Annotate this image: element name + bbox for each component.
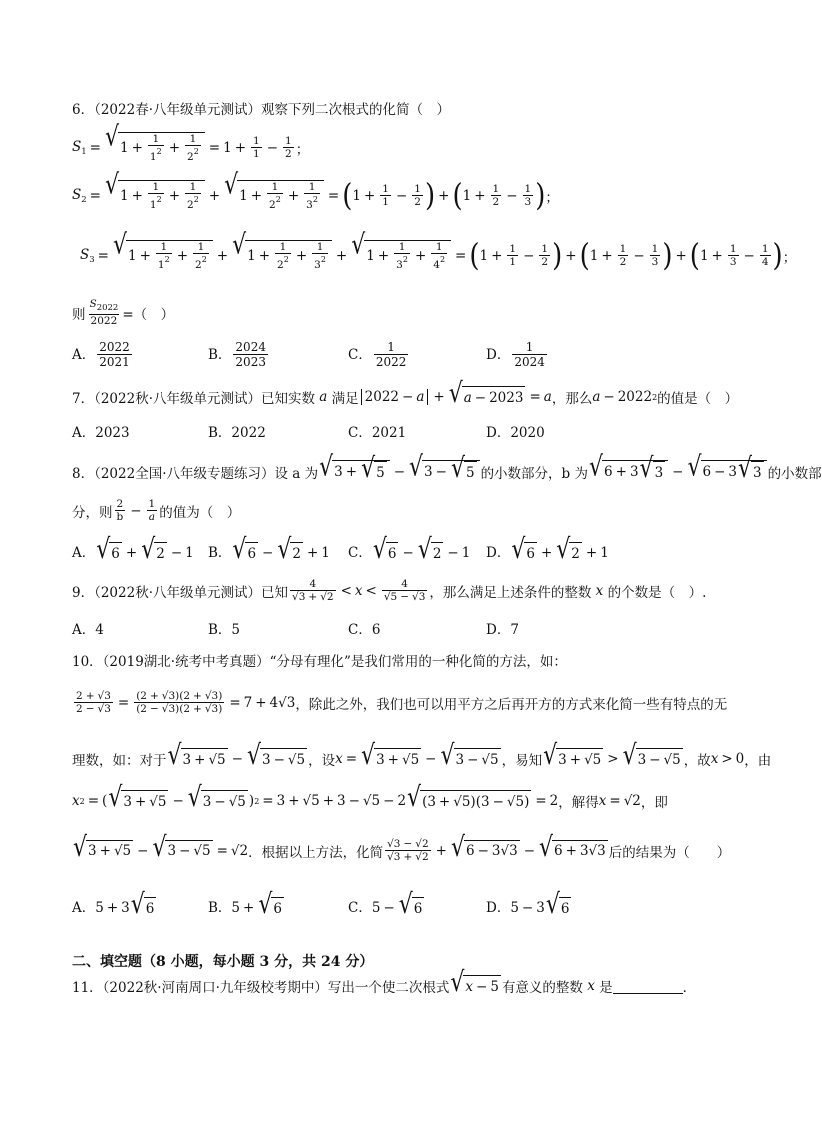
q7-option-d[interactable]: D．2020 [486, 425, 545, 441]
q8-option-a[interactable]: A． √ 6 + √ 2 − 1 [72, 534, 194, 566]
q10-option-d[interactable]: D． 5 − 3 √ 6 [486, 889, 570, 921]
q6-option-d[interactable]: D． $\frac{1}{2024}$ [486, 340, 545, 369]
section-title-fill-in: 二、填空题（8 小题，每小题 3 分，共 24 分） [72, 954, 374, 970]
q6-option-b[interactable]: B． $\frac{2024}{2023}$ [208, 340, 266, 369]
q9-stem: 9．（2022秋·八年级单元测试）已知 $\frac{4}{√3 + √2}$ < x < $\frac{4}{√5 - √3}$ ，那么满足上述条件的整数 x 的个数是（ ）. [72, 578, 707, 603]
q10-line3: 理数，如：对于 √ 3 + √5 − √ 3 − √5 ，设 x = √ 3 + √5 − √ 3 − √5 ，易知 √ 3 + √5 > √ 3 − √5 ，故 x > 0 ，由 [72, 740, 772, 772]
q10-line5: √ 3 + √5 − √ 3 − √5 = √2 ．根据以上方法，化简 $\frac{√3 - √2}{√3 + √2}$ + √ 6 − 3√3 − √ 6 + 3√3 后的结果为（ ） [73, 831, 731, 863]
q10-option-a[interactable]: A． 5 + 3 √ 6 [72, 889, 155, 921]
q10-stem: 10．（2019湖北·统考中考真题）“分母有理化”是我们常用的一种化简的方法，如： [72, 654, 567, 670]
q11-stem: 11．（2022秋·河南周口·九年级校考期中）写出一个使二次根式 √ x − 5 有意义的整数 x 是 ． [72, 967, 697, 999]
q8-option-c[interactable]: C． √ 6 − √ 2 − 1 [348, 534, 471, 566]
q9-option-c[interactable]: C．6 [348, 622, 381, 638]
q8-stem-line2: 分，则 $\frac{2}{b}$ − $\frac{1}{a}$ 的值为（ ） [72, 498, 241, 523]
q6-s3: $S_3$ = √ 1 + $\frac{1}{1^2}$ + $\frac{1}{2^2}$ + √ 1 + $\frac{1}{2^2}$ + $\frac{1}{3^2}$ + √ 1 + $\frac{1}{3^2}$ + $\frac{1}{4^2}$ = ( 1 + $\frac{1}{1}$ − $\frac{1}{2}$ ) + ( 1 + $\frac{1}{2}$ − $\frac{1}{3}$ ) + ( 1 + $\frac{1}{3}$ − $\frac{1}{4}$ ) ； [80, 229, 797, 274]
q8-option-b[interactable]: B． √ 6 − √ 2 + 1 [208, 534, 330, 566]
q6-s2: $S_2$ = √ 1 + $\frac{1}{1^2}$ + $\frac{1}{2^2}$ + √ 1 + $\frac{1}{2^2}$ + $\frac{1}{3^2}$ = ( 1 + $\frac{1}{1}$ − $\frac{1}{2}$ ) + ( 1 + $\frac{1}{2}$ − $\frac{1}{3}$ ) ； [72, 169, 559, 214]
q6-s1: $S_1$ = √ 1 + $\frac{1}{1^2}$ + $\frac{1}{2^2}$ = 1 + $\frac{1}{1}$ − $\frac{1}{2}$ ； [72, 121, 310, 163]
q9-option-d[interactable]: D．7 [486, 622, 519, 638]
q10-line2: $\frac{2 + √3}{2 - √3}$ = $\frac{(2 + √3)(2 + √3)}{(2 - √3)(2 + √3)}$ = 7 + 4√3 ，除此之外，我们也可以用平方之后再开方的方式来化简一些有特点的无 [76, 690, 728, 715]
q6-then: 则 $\frac{S_{2022}}{2022}$ =（ ） [72, 298, 175, 327]
q8-option-d[interactable]: D． √ 6 + √ 2 + 1 [486, 534, 609, 566]
q7-stem: 7．（2022秋·八年级单元测试）已知实数 a 满足 2022 − a + √ a − 2023 = a ，那么 a − 2022 2 的值是（ ） [72, 378, 739, 410]
q8-stem-line1: 8．（2022全国·八年级专题练习）设 a 为 √ 3 + √ 5 − √ 3 − √ 5 的小数部分，b 为 √ 6 + 3 √ 3 − √ 6 − 3 √ 3 的小数部 [72, 451, 822, 485]
q7-option-a[interactable]: A．2023 [72, 425, 130, 441]
q11-answer-blank[interactable] [613, 979, 683, 994]
q10-line4: x 2 = ( √ 3 + √5 − √ 3 − √5 ) 2 = 3 + √5 + 3 − √5 − 2 √ (3 + √5)(3 − √5) = 2 ，解得 x = √2 ，即 [72, 782, 668, 814]
q7-option-c[interactable]: C．2021 [348, 425, 407, 441]
q10-option-c[interactable]: C． 5 − √ 6 [348, 889, 423, 921]
q9-option-b[interactable]: B．5 [208, 622, 241, 638]
q6-stem: 6．（2022春·八年级单元测试）观察下列二次根式的化简（ ） [72, 102, 450, 118]
q10-option-b[interactable]: B． 5 + √ 6 [208, 889, 282, 921]
q6-option-a[interactable]: A． $\frac{2022}{2021}$ [72, 340, 130, 369]
q6-option-c[interactable]: C． $\frac{1}{2022}$ [348, 340, 407, 369]
q7-option-b[interactable]: B．2022 [208, 425, 266, 441]
q9-option-a[interactable]: A．4 [72, 622, 104, 638]
